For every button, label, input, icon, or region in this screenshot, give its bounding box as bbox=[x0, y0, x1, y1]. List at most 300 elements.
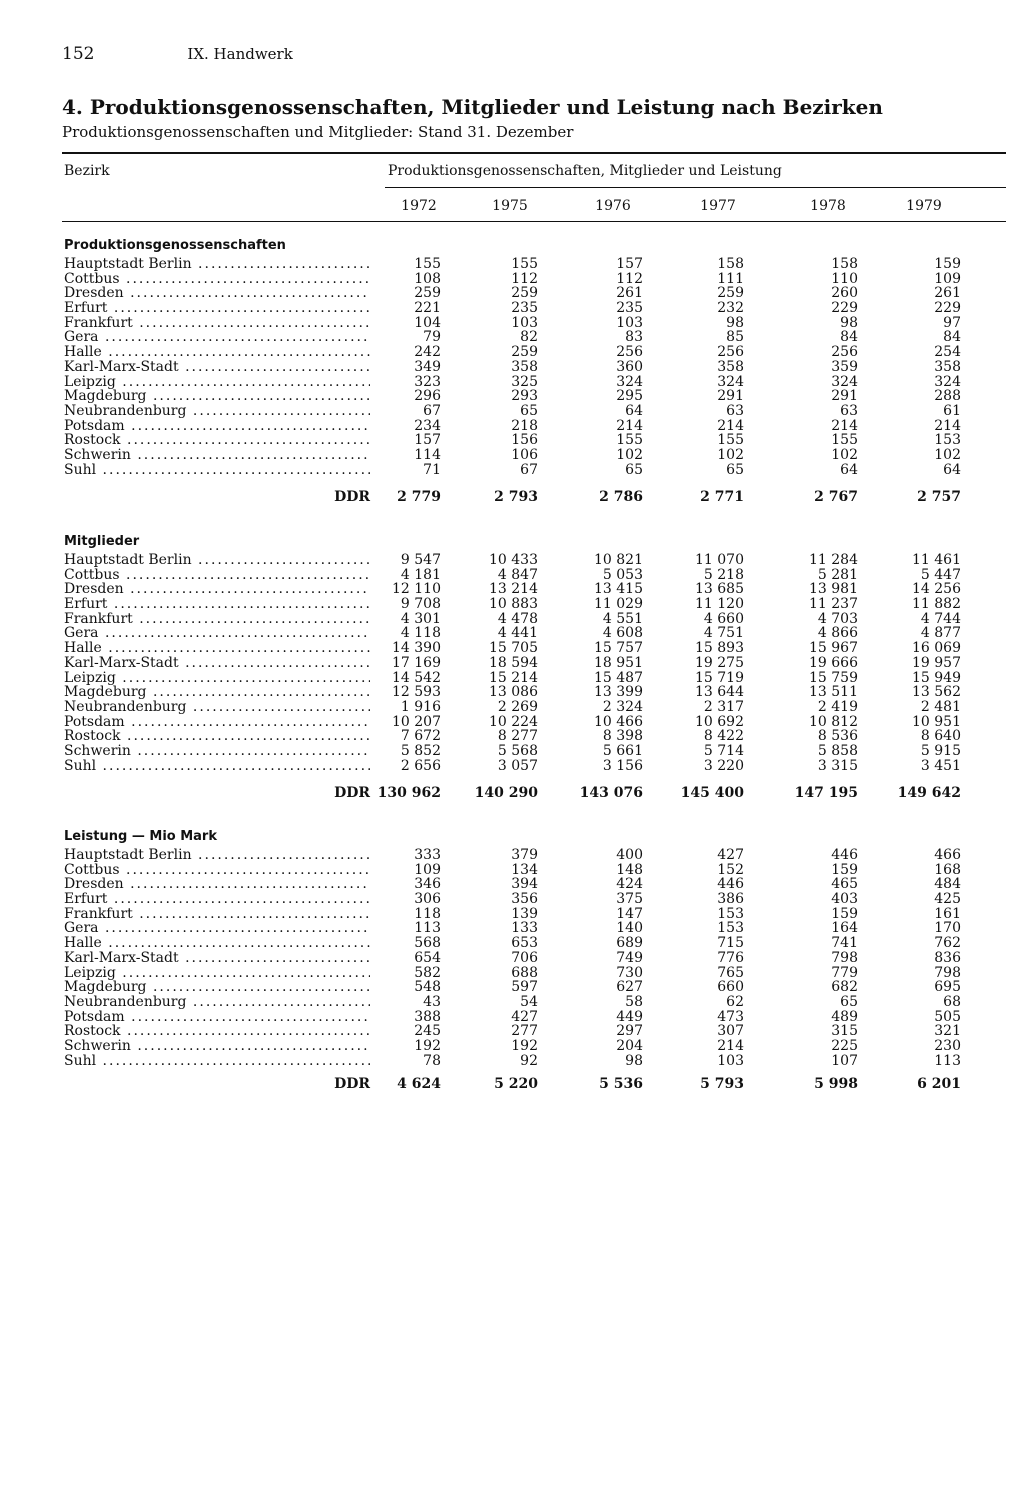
table-row bbox=[0, 671, 1024, 686]
table-row bbox=[0, 257, 1024, 272]
district-label: Frankfurt ..... bbox=[64, 907, 370, 922]
table-cell: 4 608 bbox=[602, 625, 643, 642]
table-cell: 798 bbox=[934, 964, 961, 981]
district-label: Gera ..... bbox=[64, 921, 370, 936]
table-cell: 256 bbox=[717, 344, 744, 361]
table-cell: 159 bbox=[934, 256, 961, 272]
table-cell: 688 bbox=[511, 964, 538, 981]
table-cell: 13 415 bbox=[594, 581, 643, 598]
district-label: Magdeburg ..... bbox=[64, 685, 370, 700]
table-cell: 152 bbox=[717, 861, 744, 878]
total-cell: 149 642 bbox=[897, 785, 961, 801]
total-cell: 2 767 bbox=[814, 489, 858, 505]
table-row bbox=[0, 463, 1024, 478]
district-label: Gera ..... bbox=[64, 330, 370, 345]
total-cell: 5 998 bbox=[814, 1076, 858, 1092]
table-cell: 112 bbox=[511, 270, 538, 287]
table-cell: 232 bbox=[717, 300, 744, 317]
district-label: Karl-Marx-Stadt ..... bbox=[64, 951, 370, 966]
table-cell: 261 bbox=[934, 285, 961, 302]
table-cell: 259 bbox=[511, 285, 538, 302]
table-cell: 92 bbox=[520, 1052, 538, 1069]
table-cell: 2 656 bbox=[400, 757, 441, 774]
table-cell: 63 bbox=[726, 402, 744, 419]
table-cell: 4 866 bbox=[817, 625, 858, 642]
table-cell: 67 bbox=[520, 461, 538, 478]
table-cell: 682 bbox=[831, 979, 858, 996]
table-cell: 64 bbox=[625, 402, 643, 419]
table-cell: 10 433 bbox=[489, 552, 538, 568]
table-cell: 235 bbox=[511, 300, 538, 317]
table-cell: 715 bbox=[717, 935, 744, 952]
table-cell: 103 bbox=[511, 314, 538, 331]
table-cell: 43 bbox=[423, 993, 441, 1010]
table-row bbox=[0, 375, 1024, 390]
table-cell: 5 568 bbox=[497, 742, 538, 759]
table-row bbox=[0, 700, 1024, 715]
total-label: DDR bbox=[334, 785, 370, 801]
table-cell: 627 bbox=[616, 979, 643, 996]
table-cell: 13 981 bbox=[809, 581, 858, 598]
table-cell: 18 594 bbox=[489, 654, 538, 671]
table-cell: 4 118 bbox=[400, 625, 441, 642]
year-header: 1977 bbox=[700, 198, 736, 214]
total-cell: 147 195 bbox=[794, 785, 858, 801]
table-cell: 386 bbox=[717, 891, 744, 908]
district-label: Cottbus ..... bbox=[64, 863, 370, 878]
table-cell: 4 751 bbox=[703, 625, 744, 642]
table-cell: 358 bbox=[717, 358, 744, 375]
table-cell: 14 542 bbox=[392, 669, 441, 686]
table-cell: 5 053 bbox=[602, 566, 643, 583]
district-label: Frankfurt ..... bbox=[64, 316, 370, 331]
table-cell: 548 bbox=[414, 979, 441, 996]
table-cell: 153 bbox=[717, 920, 744, 937]
table-cell: 325 bbox=[511, 373, 538, 390]
table-cell: 4 551 bbox=[602, 610, 643, 627]
table-cell: 235 bbox=[616, 300, 643, 317]
table-cell: 108 bbox=[414, 270, 441, 287]
table-row bbox=[0, 419, 1024, 434]
total-cell: 2 757 bbox=[917, 489, 961, 505]
table-cell: 5 915 bbox=[920, 742, 961, 759]
table-cell: 230 bbox=[934, 1037, 961, 1054]
total-label: DDR bbox=[334, 489, 370, 505]
table-cell: 5 858 bbox=[817, 742, 858, 759]
district-label: Gera ..... bbox=[64, 626, 370, 641]
table-cell: 653 bbox=[511, 935, 538, 952]
district-label: Leipzig ..... bbox=[64, 375, 370, 390]
table-cell: 689 bbox=[616, 935, 643, 952]
district-label: Leipzig ..... bbox=[64, 671, 370, 686]
table-cell: 297 bbox=[616, 1023, 643, 1040]
table-cell: 10 812 bbox=[809, 713, 858, 730]
table-cell: 446 bbox=[717, 876, 744, 893]
table-cell: 10 466 bbox=[594, 713, 643, 730]
table-cell: 15 487 bbox=[594, 669, 643, 686]
table-cell: 139 bbox=[511, 905, 538, 922]
table-cell: 192 bbox=[511, 1037, 538, 1054]
table-cell: 261 bbox=[616, 285, 643, 302]
table-cell: 15 893 bbox=[695, 640, 744, 657]
total-cell: 2 779 bbox=[397, 489, 441, 505]
table-cell: 2 269 bbox=[497, 698, 538, 715]
table-row bbox=[0, 1024, 1024, 1039]
year-header-row bbox=[0, 198, 1024, 216]
table-cell: 765 bbox=[717, 964, 744, 981]
total-cell: 5 793 bbox=[700, 1076, 744, 1092]
table-cell: 110 bbox=[831, 270, 858, 287]
table-row bbox=[0, 272, 1024, 287]
table-cell: 153 bbox=[934, 432, 961, 449]
section-rows bbox=[0, 257, 1024, 477]
table-row bbox=[0, 656, 1024, 671]
table-cell: 836 bbox=[934, 949, 961, 966]
table-cell: 4 847 bbox=[497, 566, 538, 583]
table-cell: 5 447 bbox=[920, 566, 961, 583]
total-cell: 4 624 bbox=[397, 1076, 441, 1092]
table-cell: 214 bbox=[616, 417, 643, 434]
table-cell: 306 bbox=[414, 891, 441, 908]
table-cell: 425 bbox=[934, 891, 961, 908]
table-row bbox=[0, 729, 1024, 744]
table-cell: 214 bbox=[717, 1037, 744, 1054]
table-cell: 427 bbox=[511, 1008, 538, 1025]
table-cell: 147 bbox=[616, 905, 643, 922]
section-rows bbox=[0, 553, 1024, 773]
table-cell: 259 bbox=[511, 344, 538, 361]
table-cell: 102 bbox=[934, 446, 961, 463]
table-cell: 359 bbox=[831, 358, 858, 375]
table-cell: 360 bbox=[616, 358, 643, 375]
total-row bbox=[0, 489, 1024, 507]
table-cell: 259 bbox=[717, 285, 744, 302]
table-row bbox=[0, 715, 1024, 730]
total-cell: 145 400 bbox=[680, 785, 744, 801]
table-cell: 5 661 bbox=[602, 742, 643, 759]
table-row bbox=[0, 301, 1024, 316]
table-cell: 15 949 bbox=[912, 669, 961, 686]
district-label: Rostock ..... bbox=[64, 1024, 370, 1039]
district-label: Karl-Marx-Stadt ..... bbox=[64, 360, 370, 375]
table-cell: 259 bbox=[414, 285, 441, 302]
table-cell: 8 422 bbox=[703, 728, 744, 745]
table-row bbox=[0, 433, 1024, 448]
table-cell: 356 bbox=[511, 891, 538, 908]
district-label: Schwerin ..... bbox=[64, 1039, 370, 1054]
table-cell: 114 bbox=[414, 446, 441, 463]
table-cell: 4 660 bbox=[703, 610, 744, 627]
table-cell: 113 bbox=[414, 920, 441, 937]
year-header: 1972 bbox=[401, 198, 437, 214]
table-cell: 11 882 bbox=[912, 596, 961, 613]
table-cell: 107 bbox=[831, 1052, 858, 1069]
table-cell: 349 bbox=[414, 358, 441, 375]
table-cell: 158 bbox=[717, 256, 744, 272]
district-label: Magdeburg ..... bbox=[64, 980, 370, 995]
table-cell: 14 256 bbox=[912, 581, 961, 598]
table-row bbox=[0, 966, 1024, 981]
section-title: Produktionsgenossenschaften bbox=[64, 238, 286, 253]
table-cell: 7 672 bbox=[400, 728, 441, 745]
table-cell: 473 bbox=[717, 1008, 744, 1025]
table-cell: 3 057 bbox=[497, 757, 538, 774]
table-cell: 741 bbox=[831, 935, 858, 952]
district-label: Schwerin ..... bbox=[64, 448, 370, 463]
table-row bbox=[0, 848, 1024, 863]
table-cell: 11 284 bbox=[809, 552, 858, 568]
stub-header: Bezirk bbox=[64, 163, 110, 179]
district-label: Magdeburg ..... bbox=[64, 389, 370, 404]
table-cell: 749 bbox=[616, 949, 643, 966]
table-cell: 19 666 bbox=[809, 654, 858, 671]
table-cell: 505 bbox=[934, 1008, 961, 1025]
district-label: Hauptstadt Berlin ..... bbox=[64, 257, 370, 272]
table-row bbox=[0, 1054, 1024, 1069]
district-label: Dresden ..... bbox=[64, 582, 370, 597]
header-bottom-rule bbox=[62, 221, 1006, 222]
table-cell: 9 547 bbox=[400, 552, 441, 568]
table-cell: 161 bbox=[934, 905, 961, 922]
table-cell: 489 bbox=[831, 1008, 858, 1025]
table-cell: 63 bbox=[840, 402, 858, 419]
table-cell: 5 218 bbox=[703, 566, 744, 583]
table-cell: 8 640 bbox=[920, 728, 961, 745]
year-header: 1978 bbox=[810, 198, 846, 214]
table-cell: 15 759 bbox=[809, 669, 858, 686]
table-cell: 324 bbox=[616, 373, 643, 390]
table-cell: 13 644 bbox=[695, 684, 744, 701]
year-header: 1979 bbox=[906, 198, 942, 214]
table-cell: 159 bbox=[831, 861, 858, 878]
district-label: Neubrandenburg ..... bbox=[64, 404, 370, 419]
table-cell: 358 bbox=[934, 358, 961, 375]
table-cell: 155 bbox=[414, 256, 441, 272]
table-cell: 234 bbox=[414, 417, 441, 434]
district-label: Suhl ..... bbox=[64, 463, 370, 478]
table-cell: 706 bbox=[511, 949, 538, 966]
table-row bbox=[0, 759, 1024, 774]
table-cell: 155 bbox=[831, 432, 858, 449]
table-cell: 446 bbox=[831, 847, 858, 863]
table-cell: 10 951 bbox=[912, 713, 961, 730]
table-cell: 54 bbox=[520, 993, 538, 1010]
table-cell: 65 bbox=[726, 461, 744, 478]
table-cell: 4 181 bbox=[400, 566, 441, 583]
table-cell: 762 bbox=[934, 935, 961, 952]
table-cell: 288 bbox=[934, 388, 961, 405]
table-cell: 324 bbox=[934, 373, 961, 390]
table-cell: 65 bbox=[520, 402, 538, 419]
table-cell: 277 bbox=[511, 1023, 538, 1040]
page-header bbox=[62, 44, 293, 64]
table-cell: 776 bbox=[717, 949, 744, 966]
table-cell: 465 bbox=[831, 876, 858, 893]
table-cell: 15 757 bbox=[594, 640, 643, 657]
table-cell: 484 bbox=[934, 876, 961, 893]
table-cell: 98 bbox=[625, 1052, 643, 1069]
table-cell: 466 bbox=[934, 847, 961, 863]
table-cell: 2 324 bbox=[602, 698, 643, 715]
table-cell: 65 bbox=[625, 461, 643, 478]
table-cell: 12 110 bbox=[392, 581, 441, 598]
table-cell: 379 bbox=[511, 847, 538, 863]
table-cell: 256 bbox=[831, 344, 858, 361]
table-cell: 19 275 bbox=[695, 654, 744, 671]
total-label: DDR bbox=[334, 1076, 370, 1092]
table-cell: 375 bbox=[616, 891, 643, 908]
table-cell: 61 bbox=[943, 402, 961, 419]
table-cell: 10 207 bbox=[392, 713, 441, 730]
table-cell: 400 bbox=[616, 847, 643, 863]
table-cell: 118 bbox=[414, 905, 441, 922]
district-label: Potsdam ..... bbox=[64, 1010, 370, 1025]
table-row bbox=[0, 389, 1024, 404]
table-cell: 5 281 bbox=[817, 566, 858, 583]
table-cell: 11 120 bbox=[695, 596, 744, 613]
table-row bbox=[0, 553, 1024, 568]
total-cell: 143 076 bbox=[579, 785, 643, 801]
table-row bbox=[0, 921, 1024, 936]
table-cell: 4 877 bbox=[920, 625, 961, 642]
district-label: Potsdam ..... bbox=[64, 419, 370, 434]
district-label: Dresden ..... bbox=[64, 877, 370, 892]
table-cell: 133 bbox=[511, 920, 538, 937]
table-cell: 155 bbox=[511, 256, 538, 272]
table-cell: 140 bbox=[616, 920, 643, 937]
section-title: Leistung — Mio Mark bbox=[64, 829, 217, 844]
table-cell: 157 bbox=[414, 432, 441, 449]
table-cell: 155 bbox=[717, 432, 744, 449]
table-row bbox=[0, 360, 1024, 375]
table-title: 4. Produktionsgenossenschaften, Mitglieder und Leistung nach Bezirken bbox=[62, 95, 883, 119]
table-cell: 148 bbox=[616, 861, 643, 878]
table-cell: 113 bbox=[934, 1052, 961, 1069]
table-cell: 2 481 bbox=[920, 698, 961, 715]
district-label: Cottbus ..... bbox=[64, 272, 370, 287]
table-cell: 449 bbox=[616, 1008, 643, 1025]
total-row bbox=[0, 1076, 1024, 1094]
table-row bbox=[0, 597, 1024, 612]
table-cell: 156 bbox=[511, 432, 538, 449]
table-cell: 204 bbox=[616, 1037, 643, 1054]
year-header: 1976 bbox=[595, 198, 631, 214]
table-cell: 192 bbox=[414, 1037, 441, 1054]
table-subtitle: Produktionsgenossenschaften und Mitglieder: Stand 31. Dezember bbox=[62, 123, 574, 141]
table-cell: 245 bbox=[414, 1023, 441, 1040]
page-number: 152 bbox=[62, 44, 95, 64]
table-cell: 654 bbox=[414, 949, 441, 966]
table-row bbox=[0, 744, 1024, 759]
table-cell: 10 224 bbox=[489, 713, 538, 730]
table-row bbox=[0, 286, 1024, 301]
table-row bbox=[0, 877, 1024, 892]
table-cell: 324 bbox=[717, 373, 744, 390]
table-cell: 4 441 bbox=[497, 625, 538, 642]
district-label: Frankfurt ..... bbox=[64, 612, 370, 627]
table-cell: 68 bbox=[943, 993, 961, 1010]
table-cell: 14 390 bbox=[392, 640, 441, 657]
table-cell: 102 bbox=[831, 446, 858, 463]
table-cell: 112 bbox=[616, 270, 643, 287]
table-cell: 660 bbox=[717, 979, 744, 996]
group-header: Produktionsgenossenschaften, Mitglieder und Leistung bbox=[388, 163, 782, 179]
table-row bbox=[0, 892, 1024, 907]
table-cell: 798 bbox=[831, 949, 858, 966]
table-cell: 13 086 bbox=[489, 684, 538, 701]
table-cell: 8 536 bbox=[817, 728, 858, 745]
table-cell: 9 708 bbox=[400, 596, 441, 613]
table-cell: 17 169 bbox=[392, 654, 441, 671]
table-cell: 64 bbox=[840, 461, 858, 478]
table-cell: 13 562 bbox=[912, 684, 961, 701]
table-row bbox=[0, 568, 1024, 583]
table-row bbox=[0, 980, 1024, 995]
table-cell: 98 bbox=[840, 314, 858, 331]
table-cell: 568 bbox=[414, 935, 441, 952]
district-label: Karl-Marx-Stadt ..... bbox=[64, 656, 370, 671]
table-cell: 3 315 bbox=[817, 757, 858, 774]
table-row bbox=[0, 345, 1024, 360]
table-cell: 97 bbox=[943, 314, 961, 331]
table-cell: 58 bbox=[625, 993, 643, 1010]
table-cell: 346 bbox=[414, 876, 441, 893]
table-row bbox=[0, 626, 1024, 641]
table-cell: 85 bbox=[726, 329, 744, 346]
table-cell: 109 bbox=[934, 270, 961, 287]
group-header-rule bbox=[385, 187, 1006, 188]
district-label: Neubrandenburg ..... bbox=[64, 995, 370, 1010]
district-label: Rostock ..... bbox=[64, 729, 370, 744]
table-cell: 78 bbox=[423, 1052, 441, 1069]
district-label: Suhl ..... bbox=[64, 1054, 370, 1069]
table-cell: 2 419 bbox=[817, 698, 858, 715]
table-row bbox=[0, 995, 1024, 1010]
table-cell: 394 bbox=[511, 876, 538, 893]
total-cell: 130 962 bbox=[377, 785, 441, 801]
table-cell: 229 bbox=[831, 300, 858, 317]
table-cell: 98 bbox=[726, 314, 744, 331]
district-label: Schwerin ..... bbox=[64, 744, 370, 759]
table-cell: 260 bbox=[831, 285, 858, 302]
table-cell: 11 070 bbox=[695, 552, 744, 568]
table-row bbox=[0, 330, 1024, 345]
total-cell: 5 536 bbox=[599, 1076, 643, 1092]
table-cell: 4 478 bbox=[497, 610, 538, 627]
table-cell: 65 bbox=[840, 993, 858, 1010]
table-cell: 19 957 bbox=[912, 654, 961, 671]
table-cell: 159 bbox=[831, 905, 858, 922]
table-cell: 102 bbox=[717, 446, 744, 463]
table-cell: 730 bbox=[616, 964, 643, 981]
table-row bbox=[0, 907, 1024, 922]
table-cell: 103 bbox=[717, 1052, 744, 1069]
year-header: 1975 bbox=[492, 198, 528, 214]
table-cell: 102 bbox=[616, 446, 643, 463]
table-cell: 83 bbox=[625, 329, 643, 346]
table-row bbox=[0, 1039, 1024, 1054]
table-cell: 109 bbox=[414, 861, 441, 878]
table-cell: 315 bbox=[831, 1023, 858, 1040]
table-cell: 104 bbox=[414, 314, 441, 331]
table-cell: 64 bbox=[943, 461, 961, 478]
district-label: Halle ..... bbox=[64, 641, 370, 656]
table-cell: 1 916 bbox=[400, 698, 441, 715]
table-cell: 256 bbox=[616, 344, 643, 361]
total-cell: 2 786 bbox=[599, 489, 643, 505]
table-cell: 291 bbox=[717, 388, 744, 405]
table-cell: 295 bbox=[616, 388, 643, 405]
